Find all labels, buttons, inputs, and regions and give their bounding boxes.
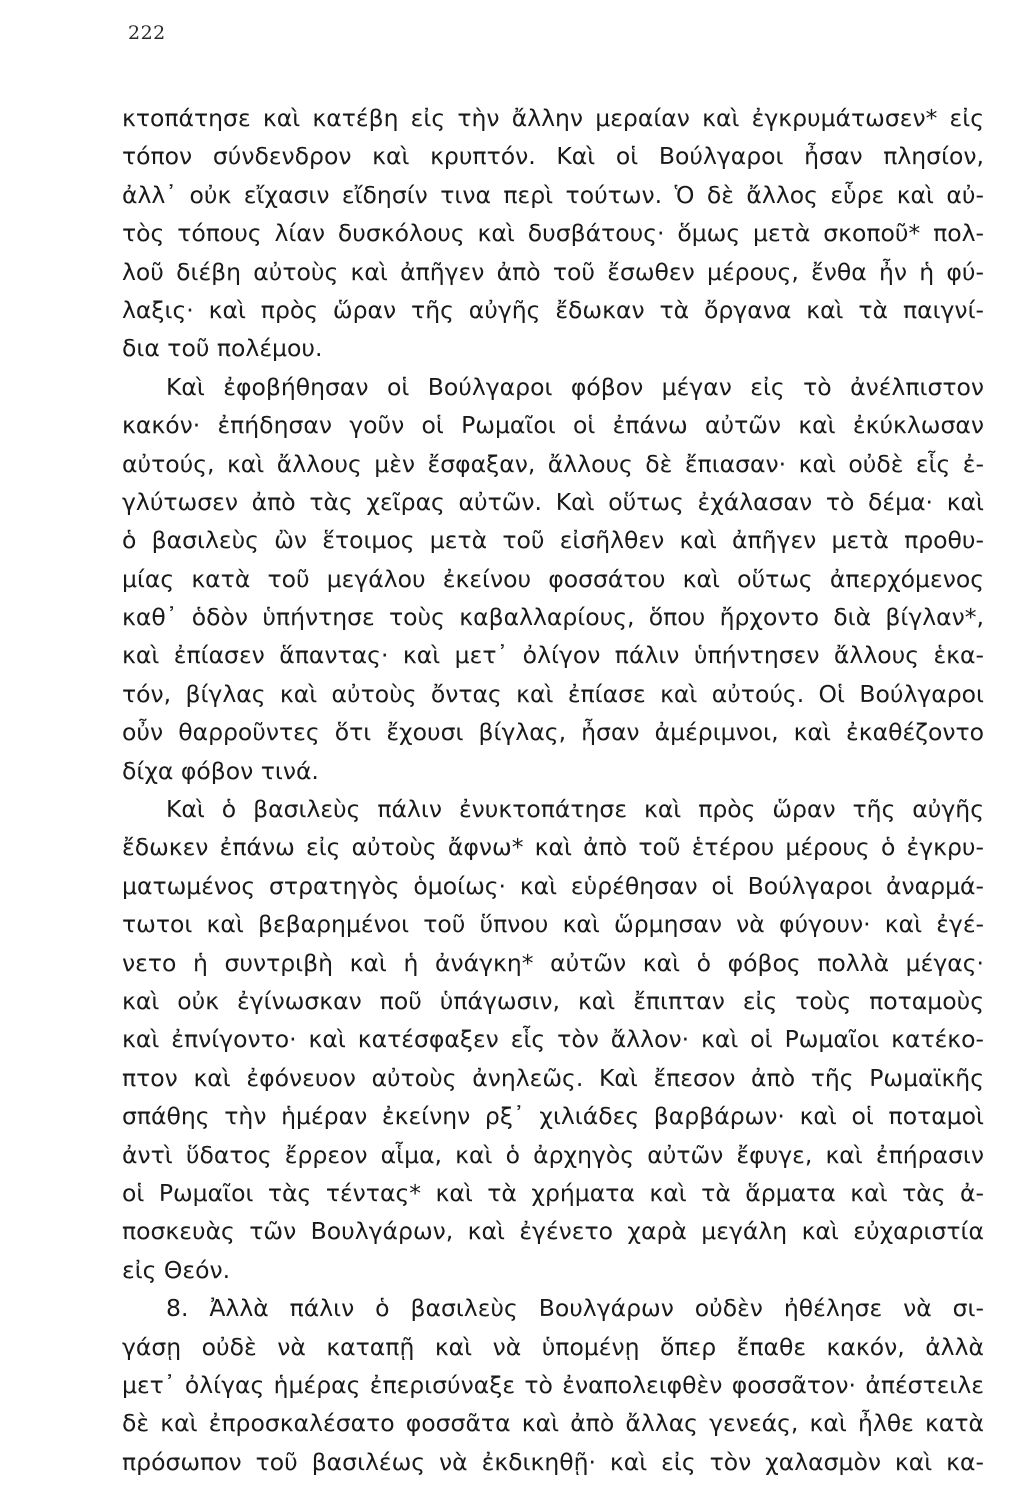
text-line: γάσῃ οὐδὲ νὰ καταπῇ καὶ νὰ ὑπομένῃ ὅπερ ἔπαθε κακόν, ἀλλὰ	[122, 1332, 984, 1361]
body-text	[122, 99, 984, 1481]
text-line: λοῦ διέβη αὐτοὺς καὶ ἀπῆγεν ἀπὸ τοῦ ἔσωθεν μέρους, ἔνθα ἦν ἡ φύ-	[122, 257, 984, 286]
text-line: δίχα φόβον τινά.	[122, 756, 319, 785]
page-number: 222	[128, 22, 166, 44]
text-line: οὖν θαρροῦντες ὅτι ἔχουσι βίγλας, ἦσαν ἀμέριμνοι, καὶ ἐκαθέζοντο	[122, 718, 984, 747]
text-line: ἀλλ᾽ οὐκ εἴχασιν εἴδησίν τινα περὶ τούτων. Ὁ δὲ ἄλλος εὗρε καὶ αὐ-	[122, 180, 984, 209]
text-line: 8. Ἀλλὰ πάλιν ὁ βασιλεὺς Βουλγάρων οὐδὲν ἠθέλησε νὰ σι-	[166, 1294, 984, 1323]
text-line: τόπον σύνδενδρον καὶ κρυπτόν. Καὶ οἱ Βούλγαροι ἦσαν πλησίον,	[122, 142, 984, 171]
text-line: δια τοῦ πολέμου.	[122, 334, 323, 363]
text-line: κακόν· ἐπήδησαν γοῦν οἱ Ρωμαῖοι οἱ ἐπάνω αὐτῶν καὶ ἐκύκλωσαν	[122, 411, 984, 440]
text-line: ποσκευὰς τῶν Βουλγάρων, καὶ ἐγένετο χαρὰ μεγάλη καὶ εὐχαριστία	[122, 1217, 984, 1246]
text-line: καθ᾽ ὁδὸν ὑπήντησε τοὺς καβαλλαρίους, ὅπου ἤρχοντο διὰ βίγλαν*,	[122, 603, 984, 632]
text-line: Καὶ ἐφοβήθησαν οἱ Βούλγαροι φόβον μέγαν εἰς τὸ ἀνέλπιστον	[166, 372, 984, 401]
text-line: πρόσωπον τοῦ βασιλέως νὰ ἐκδικηθῇ· καὶ εἰς τὸν χαλασμὸν καὶ κα-	[122, 1447, 984, 1476]
text-line: ματωμένος στρατηγὸς ὁμοίως· καὶ εὑρέθησαν οἱ Βούλγαροι ἀναρμά-	[122, 871, 984, 900]
text-line: σπάθης τὴν ἡμέραν ἐκείνην ρξ᾽ χιλιάδες βαρβάρων· καὶ οἱ ποταμοὶ	[122, 1102, 984, 1131]
text-line: μετ᾽ ὀλίγας ἡμέρας ἐπερισύναξε τὸ ἐναπολειφθὲν φοσσᾶτον· ἀπέστειλε	[122, 1370, 984, 1399]
text-line: γλύτωσεν ἀπὸ τὰς χεῖρας αὐτῶν. Καὶ οὕτως ἐχάλασαν τὸ δέμα· καὶ	[122, 487, 984, 516]
text-line: αὐτούς, καὶ ἄλλους μὲν ἔσφαξαν, ἄλλους δὲ ἔπιασαν· καὶ οὐδὲ εἷς ἐ-	[122, 449, 984, 478]
text-line: μίας κατὰ τοῦ μεγάλου ἐκείνου φοσσάτου καὶ οὕτως ἀπερχόμενος	[122, 564, 984, 593]
text-line: τόν, βίγλας καὶ αὐτοὺς ὄντας καὶ ἐπίασε καὶ αὐτούς. Οἱ Βούλγαροι	[122, 679, 984, 708]
text-line: ἀντὶ ὕδατος ἔρρεον αἷμα, καὶ ὁ ἀρχηγὸς αὐτῶν ἔφυγε, καὶ ἐπήρασιν	[122, 1140, 984, 1169]
text-line: ὁ βασιλεὺς ὢν ἕτοιμος μετὰ τοῦ εἰσῆλθεν καὶ ἀπῆγεν μετὰ προθυ-	[122, 526, 984, 555]
text-line: ἔδωκεν ἐπάνω εἰς αὐτοὺς ἄφνω* καὶ ἀπὸ τοῦ ἑτέρου μέρους ὁ ἐγκρυ-	[122, 833, 984, 862]
text-line: νετο ἡ συντριβὴ καὶ ἡ ἀνάγκη* αὐτῶν καὶ ὁ φόβος πολλὰ μέγας·	[122, 948, 984, 977]
text-line: δὲ καὶ ἐπροσκαλέσατο φοσσᾶτα καὶ ἀπὸ ἄλλας γενεάς, καὶ ἦλθε κατὰ	[122, 1409, 984, 1438]
text-line: καὶ ἐπίασεν ἅπαντας· καὶ μετ᾽ ὀλίγον πάλιν ὑπήντησεν ἄλλους ἑκα-	[122, 641, 984, 670]
text-line: τὸς τόπους λίαν δυσκόλους καὶ δυσβάτους· ὅμως μετὰ σκοποῦ* πολ-	[122, 219, 984, 248]
text-line: εἰς Θεόν.	[122, 1255, 231, 1284]
text-line: καὶ οὐκ ἐγίνωσκαν ποῦ ὑπάγωσιν, καὶ ἔπιπταν εἰς τοὺς ποταμοὺς	[122, 986, 984, 1015]
text-line: οἱ Ρωμαῖοι τὰς τέντας* καὶ τὰ χρήματα καὶ τὰ ἅρματα καὶ τὰς ἀ-	[122, 1178, 984, 1207]
text-line: Καὶ ὁ βασιλεὺς πάλιν ἐνυκτοπάτησε καὶ πρὸς ὥραν τῆς αὐγῆς	[166, 795, 984, 824]
text-line: πτον καὶ ἐφόνευον αὐτοὺς ἀνηλεῶς. Καὶ ἔπεσον ἀπὸ τῆς Ρωμαϊκῆς	[122, 1063, 984, 1092]
text-line: λαξις· καὶ πρὸς ὥραν τῆς αὐγῆς ἔδωκαν τὰ ὄργανα καὶ τὰ παιγνί-	[122, 295, 984, 324]
text-line: κτοπάτησε καὶ κατέβη εἰς τὴν ἄλλην μεραίαν καὶ ἐγκρυμάτωσεν* εἰς	[122, 104, 984, 132]
text-line: καὶ ἐπνίγοντο· καὶ κατέσφαξεν εἷς τὸν ἄλλον· καὶ οἱ Ρωμαῖοι κατέκο-	[122, 1025, 984, 1054]
text-line: τωτοι καὶ βεβαρημένοι τοῦ ὕπνου καὶ ὥρμησαν νὰ φύγουν· καὶ ἐγέ-	[122, 910, 984, 939]
